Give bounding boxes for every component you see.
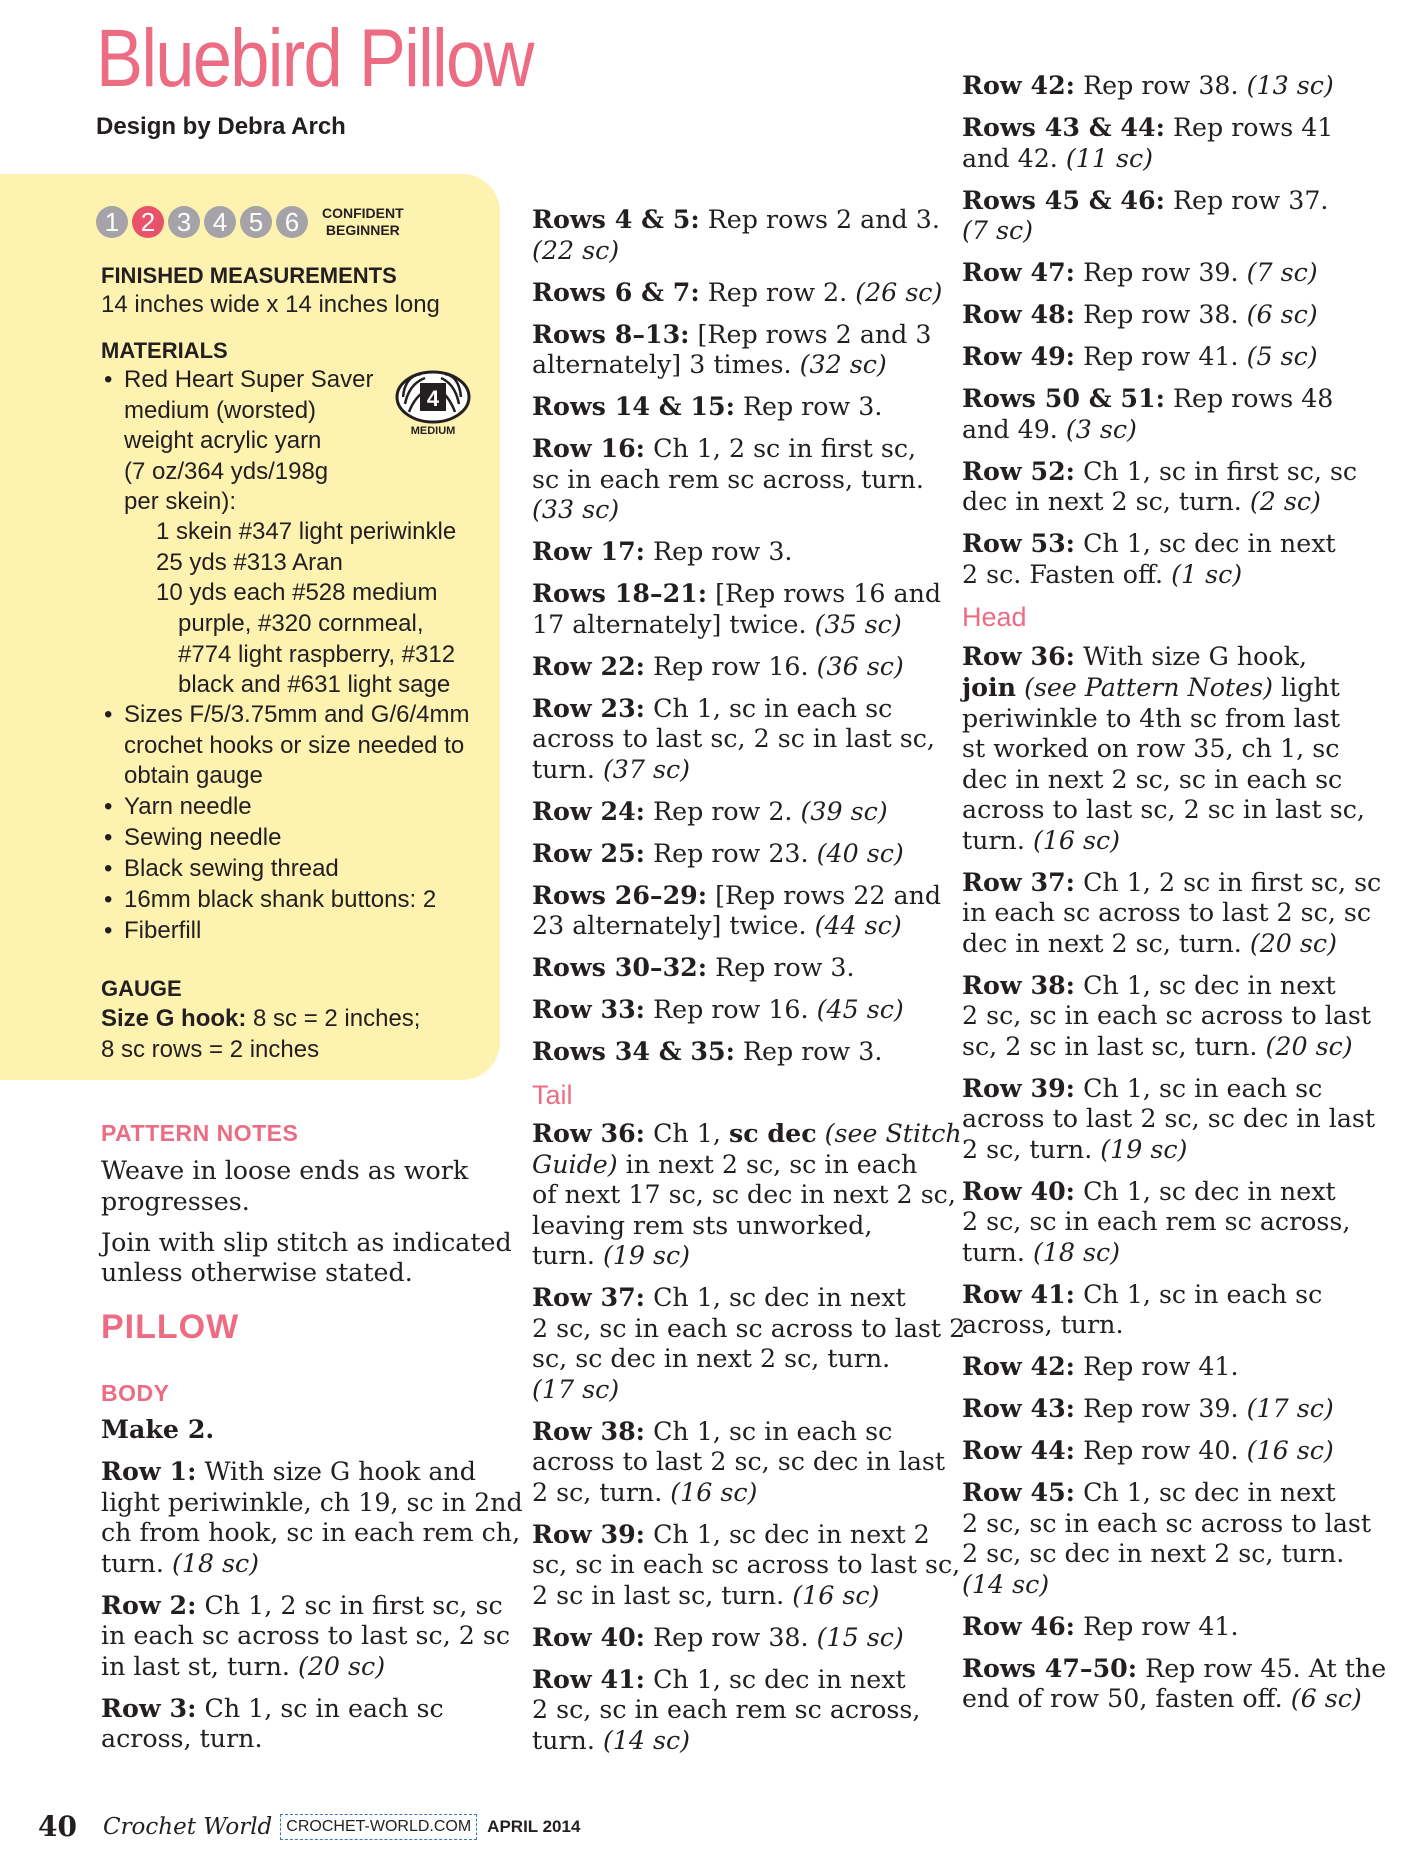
tail-heading: Tail bbox=[532, 1079, 573, 1110]
right-instructions: Row 42: Rep row 38. (13 sc) Rows 43 & 44: Rep rows 41 and 42. (11 sc) Rows 45 & 46: Rep row 37. (7 sc) Row 47: Rep row 39. (7 sc) Row 48: Rep row 38. (6 sc) Row 49: Rep row 41. (5 sc) Rows 50 & 51: Rep rows 48 and 49. (3 sc) Row 52: Ch 1, sc in first sc, sc dec in next 2 sc, turn. (2 sc) Row 53: Ch 1, sc dec in next 2 sc. Fasten off. (1 sc) Head Row 36: With size G hook, join (see Pattern Notes) light periwinkle to 4th sc from last st worked on row 35, ch 1, sc dec in next 2 sc, sc in each sc across to last sc, 2 sc in last sc, turn. (16 sc) Row 37: Ch 1, 2 sc in first sc, sc in each sc across to last 2 sc, sc dec in next 2 sc, turn. (20 sc) Row 38: Ch 1, sc dec in next 2 sc, sc in each sc across to last sc, 2 sc in last sc, turn. (20 sc) Row 39: Ch 1, sc in each sc across to last 2 sc, sc dec in last 2 sc, turn. (19 sc) Row 40: Ch 1, sc dec in next 2 sc, sc in each rem sc across, turn. (18 sc) Row 41: Ch 1, sc in each sc across, turn. Row 42: Rep row 41. Row 43: Rep row 39. (17 sc) Row 44: Rep row 40. (16 sc) Row 45: Ch 1, sc dec in next 2 sc, sc in each sc across to last 2 sc, sc dec in next 2 sc, turn. (14 sc) Row 46: Rep row 41. Rows 47–50: Rep row 45. At the end of row 50, fasten off. (6 sc) bbox=[962, 70, 1387, 1713]
bullet-icon: • bbox=[104, 824, 113, 851]
skill-level-6-icon: 6 bbox=[276, 206, 308, 238]
materials-yarn: Red Heart Super Saver medium (worsted) weight acrylic yarn (7 oz/364 yds/198g per skein): bbox=[124, 366, 374, 515]
middle-instructions: Rows 4 & 5: Rep rows 2 and 3. (22 sc) Rows 6 & 7: Rep row 2. (26 sc) Rows 8–13: [Rep rows 2 and 3 alternately] 3 times. (32 sc) Rows 14 & 15: Rep row 3. Row 16: Ch 1, 2 sc in first sc, sc in each rem sc across, turn. (33 sc) Row 17: Rep row 3. Rows 18–21: [Rep rows 16 and 17 alternately] twice. (35 sc) Row 22: Rep row 16. (36 sc) Row 23: Ch 1, sc in each sc across to last sc, 2 sc in last sc, turn. (37 sc) Row 24: Rep row 2. (39 sc) Row 25: Rep row 23. (40 sc) Rows 26–29: [Rep rows 22 and 23 alternately] twice. (44 sc) Rows 30–32: Rep row 3. Row 33: Rep row 16. (45 sc) Rows 34 & 35: Rep row 3. Tail Row 36: Ch 1, sc dec (see Stitch Guide) in next 2 sc, sc in each of next 17 sc, sc dec in next 2 sc, leaving rem sts unworked, turn. (19 sc) Row 37: Ch 1, sc dec in next 2 sc, sc in each sc across to last 2 sc, sc dec in next 2 sc, turn. (17 sc) Row 38: Ch 1, sc in each sc across to last 2 sc, sc dec in last 2 sc, turn. (16 sc) Row 39: Ch 1, sc dec in next 2 sc, sc in each sc across to last sc, 2 sc in last sc, turn. (16 sc) Row 40: Rep row 38. (15 sc) Row 41: Ch 1, sc dec in next 2 sc, sc in each rem sc across, turn. (14 sc) bbox=[532, 204, 966, 1755]
bullet-icon: • bbox=[104, 855, 113, 882]
page-number: 40 bbox=[38, 1810, 77, 1843]
body-heading: BODY bbox=[101, 1380, 170, 1406]
skill-level-label: CONFIDENT BEGINNER bbox=[322, 205, 404, 238]
head-heading: Head bbox=[962, 602, 1027, 632]
gauge-text: Size G hook: 8 sc = 2 inches; 8 sc rows = 2 inches bbox=[101, 1005, 421, 1063]
bullet-icon: • bbox=[104, 793, 113, 820]
website-link[interactable]: CROCHET-WORLD.COM bbox=[280, 1814, 477, 1840]
bullet-icon: • bbox=[104, 701, 113, 728]
yarn-weight-number: 4 bbox=[426, 386, 440, 411]
issue-date: APRIL 2014 bbox=[487, 1816, 581, 1836]
pillow-heading: PILLOW bbox=[101, 1308, 240, 1346]
materials-hooks: Sizes F/5/3.75mm and G/6/4mm crochet hooks or size needed to obtain gauge bbox=[124, 701, 470, 789]
materials-item: Sewing needle bbox=[124, 824, 282, 851]
skill-level-5-icon: 5 bbox=[240, 206, 272, 238]
materials-item: 16mm black shank buttons: 2 bbox=[124, 886, 437, 913]
pattern-notes-text: Weave in loose ends as work progresses. Join with slip stitch as indicated unless otherwise stated. bbox=[101, 1156, 512, 1287]
body-instructions: Make 2. Row 1: With size G hook and light periwinkle, ch 19, sc in 2nd ch from hook, sc in each rem ch, turn. (18 sc) Row 2: Ch 1, 2 sc in first sc, sc in each sc across to last sc, 2 sc in last st, turn. (20 sc) Row 3: Ch 1, sc in each sc across, turn. bbox=[101, 1414, 523, 1753]
page-footer bbox=[38, 1810, 580, 1843]
pattern-notes-heading: PATTERN NOTES bbox=[101, 1120, 299, 1146]
magazine-name: Crochet World bbox=[102, 1813, 273, 1840]
materials-colors: 1 skein #347 light periwinkle 25 yds #313 Aran 10 yds each #528 medium bbox=[156, 518, 457, 606]
materials-item: Black sewing thread bbox=[124, 855, 339, 882]
designer-credit: Design by Debra Arch bbox=[96, 113, 346, 140]
skill-level-3-icon: 3 bbox=[168, 206, 200, 238]
gauge-heading: GAUGE bbox=[101, 976, 182, 1001]
yarn-weight-label: MEDIUM bbox=[410, 425, 456, 437]
skill-level-1-icon: 1 bbox=[96, 206, 128, 238]
page-title: Bluebird Pillow bbox=[96, 13, 533, 104]
skill-level-4-icon: 4 bbox=[204, 206, 236, 238]
materials-item: Yarn needle bbox=[124, 793, 252, 820]
bullet-icon: • bbox=[104, 917, 113, 944]
materials-heading: MATERIALS bbox=[101, 338, 228, 363]
materials-item: Fiberfill bbox=[124, 917, 202, 944]
medium-yarn-weight-icon bbox=[393, 368, 473, 438]
skill-level bbox=[96, 204, 404, 240]
materials-colors-continued: purple, #320 cornmeal, #774 light raspberry, #312 black and #631 light sage bbox=[178, 610, 456, 698]
skill-level-2-icon: 2 bbox=[132, 206, 164, 238]
bullet-icon: • bbox=[104, 886, 113, 913]
bullet-icon: • bbox=[104, 366, 113, 393]
finished-measurements-heading: FINISHED MEASUREMENTS bbox=[101, 263, 397, 288]
finished-measurements-text: 14 inches wide x 14 inches long bbox=[101, 291, 440, 318]
